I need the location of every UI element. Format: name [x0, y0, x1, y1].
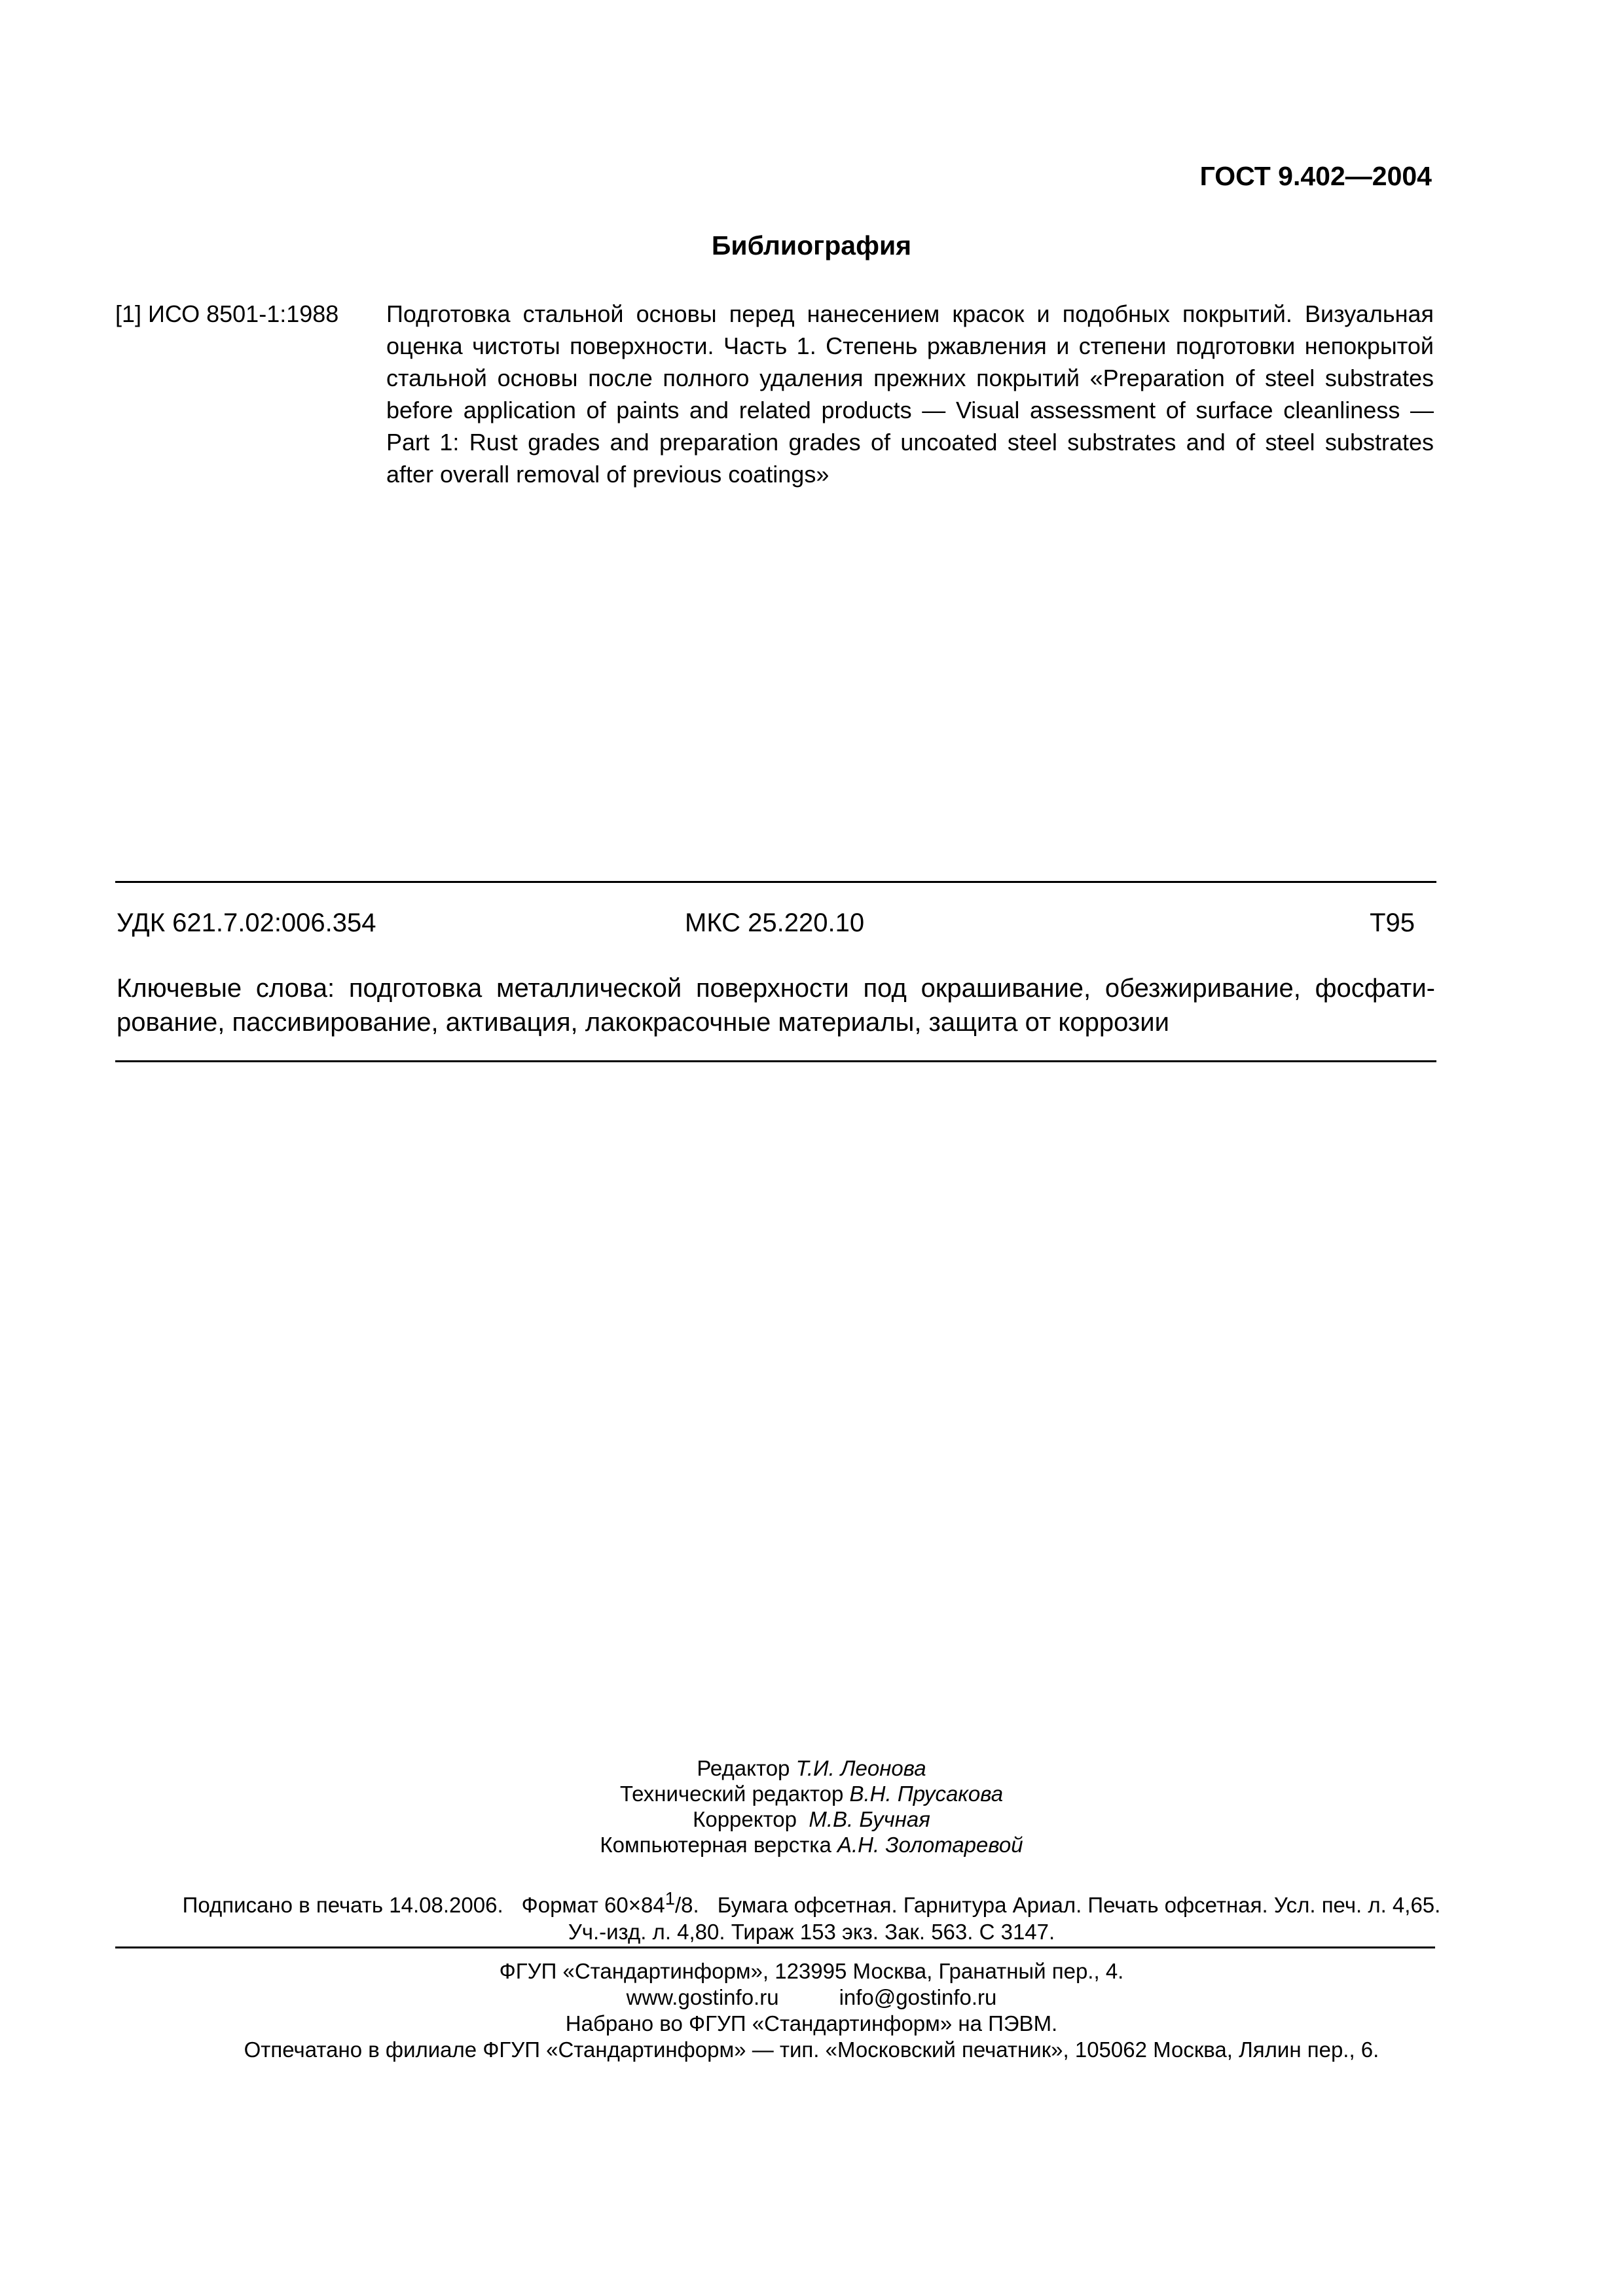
print-info-line-2: Уч.-изд. л. 4,80. Тираж 153 экз. Зак. 563. С 3147. — [568, 1920, 1055, 1944]
bibliography-title: Библиография — [711, 230, 912, 260]
print-details: Бумага офсетная. Гарнитура Ариал. Печать офсетная. Усл. печ. л. 4,65. — [717, 1893, 1441, 1917]
credit-name: М.В. Бучная — [809, 1807, 930, 1831]
credits — [0, 1755, 1623, 1857]
reference-line: Подготовка стальной основы перед нанесением красок и подобных покрытий. Визуальная — [386, 300, 1434, 327]
reference-marker: [1] ИСО 8501-1:1988 — [115, 300, 339, 327]
keywords-line: Ключевые слова: подготовка металлической поверхности под окрашивание, обезжиривание, фосфати- — [117, 974, 1435, 1003]
reference-line: after overall removal of previous coatings» — [386, 461, 830, 488]
keywords — [117, 971, 1435, 1039]
divider-bottom — [115, 1060, 1436, 1062]
keywords-line: рование, пассивирование, активация, лакокрасочные материалы, защита от коррозии — [117, 1008, 1169, 1037]
credit-name: В.Н. Прусакова — [849, 1782, 1004, 1806]
reference-line: Part 1: Rust grades and preparation grades of uncoated steel substrates and of steel substrates — [386, 429, 1434, 456]
signed-date: Подписано в печать 14.08.2006. — [182, 1893, 503, 1917]
standard-number: ГОСТ 9.402—2004 — [1199, 161, 1432, 191]
credit-role: Корректор — [693, 1807, 797, 1831]
divider-top — [115, 881, 1436, 883]
mks-code: МКС 25.220.10 — [685, 908, 865, 937]
divider-publisher — [115, 1946, 1435, 1948]
publisher-address: ФГУП «Стандартинформ», 123995 Москва, Гранатный пер., 4. — [499, 1959, 1124, 1983]
group-code: Т95 — [1370, 908, 1415, 937]
format-superscript: 1 — [665, 1888, 675, 1909]
publisher-contacts — [0, 1984, 1623, 2011]
publisher-typeset: Набрано во ФГУП «Стандартинформ» на ПЭВМ. — [565, 2011, 1058, 2036]
credit-line — [0, 1755, 1623, 1781]
credit-name: А.Н. Золотаревой — [837, 1833, 1023, 1857]
udk-code: УДК 621.7.02:006.354 — [117, 908, 376, 937]
reference-line: стальной основы после полного удаления прежних покрытий «Preparation of steel substrates — [386, 365, 1434, 391]
credit-role: Технический редактор — [619, 1782, 844, 1806]
credit-name: Т.И. Леонова — [795, 1756, 926, 1780]
publisher-website[interactable]: www.gostinfo.ru — [626, 1985, 779, 2009]
publisher-info — [0, 1958, 1623, 2063]
credit-line — [0, 1832, 1623, 1857]
credit-line — [0, 1781, 1623, 1806]
credit-role: Редактор — [697, 1756, 790, 1780]
print-info — [0, 1885, 1623, 1945]
format-suffix: /8. — [675, 1893, 699, 1917]
reference-line: before application of paints and related products — Visual assessment of surface cleanliness — — [386, 397, 1434, 423]
print-info-line — [0, 1885, 1623, 1918]
reference-line: оценка чистоты поверхности. Часть 1. Степень ржавления и степени подготовки непокрытой — [386, 332, 1434, 359]
format-prefix: Формат 60×84 — [521, 1893, 665, 1917]
publisher-printed: Отпечатано в филиале ФГУП «Стандартинформ» — тип. «Московский печатник», 105062 Москва, Лялин пер., 6. — [244, 2037, 1379, 2062]
reference-text — [386, 298, 1434, 490]
credit-line — [0, 1806, 1623, 1832]
publisher-email[interactable]: info@gostinfo.ru — [839, 1985, 997, 2009]
credit-role: Компьютерная верстка — [600, 1833, 831, 1857]
